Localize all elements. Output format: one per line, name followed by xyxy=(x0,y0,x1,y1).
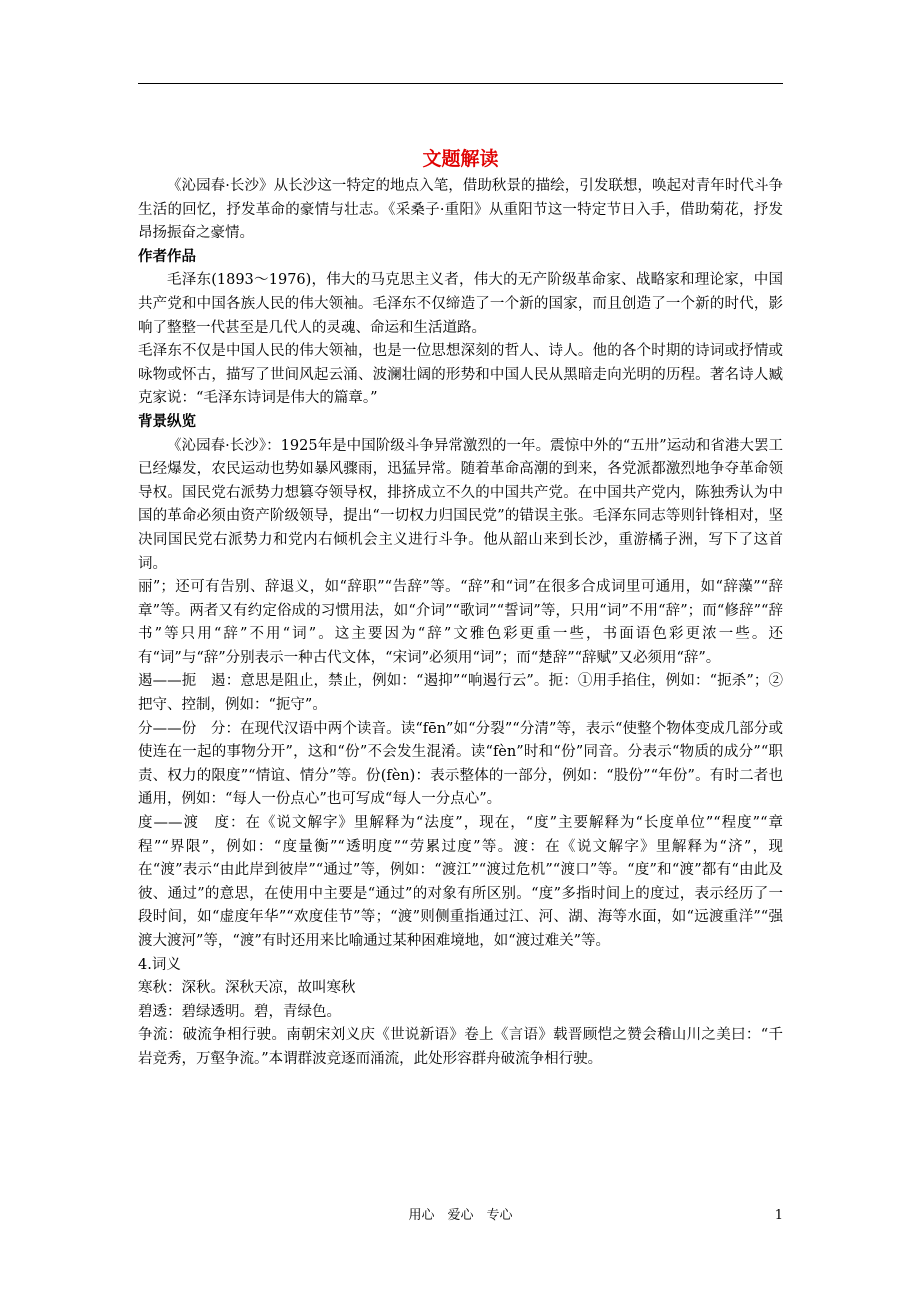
word-note-e: 遏——扼 遏：意思是阻止，禁止，例如：“遏抑”“响遏行云”。扼：①用手掐住，例如：“扼杀”；②把守、控制，例如：“扼守”。 xyxy=(138,673,783,714)
background-heading: 背景纵览 xyxy=(138,413,196,430)
ciyi-heading: 4.词义 xyxy=(138,956,181,973)
intro-paragraph: 《沁园春·长沙》从长沙这一特定的地点入笔，借助秋景的描绘，引发联想，唤起对青年时代斗争生活的回忆，抒发革命的豪情与壮志。《采桑子·重阳》从重阳节这一特定节日入手，借助菊花，抒发昂扬振奋之豪情。 xyxy=(138,178,783,242)
background-paragraph: 《沁园春·长沙》：1925年是中国阶级斗争异常激烈的一年。震惊中外的“五卅”运动和省港大罢工已经爆发，农民运动也势如暴风骤雨，迅猛异常。随着革命高潮的到来，各党派都激烈地争夺革命领导权。国民党右派势力想篡夺领导权，排挤成立不久的中国共产党。在中国共产党内，陈独秀认为中国的革命必须由资产阶级领导，提出“一切权力归国民党”的错误主张。毛泽东同志等则针锋相对，坚决同国民党右派势力和党内右倾机会主义进行斗争。他从韶山来到长沙，重游橘子洲，写下了这首词。 xyxy=(138,437,783,572)
footer-motto: 用心 爱心 专心 xyxy=(408,1208,513,1223)
ciyi-hanqiu: 寒秋：深秋。深秋天凉，故叫寒秋 xyxy=(138,980,356,997)
page-number: 1 xyxy=(774,1208,783,1223)
header-rule xyxy=(138,83,783,84)
ciyi-zhengliu: 争流：破流争相行驶。南朝宋刘义庆《世说新语》卷上《言语》载晋顾恺之赞会稽山川之美曰：“千岩竞秀，万壑争流。”本谓群波竞逐而涌流，此处形容群舟破流争相行驶。 xyxy=(138,1027,783,1067)
author-paragraph-2: 毛泽东不仅是中国人民的伟大领袖，也是一位思想深刻的哲人、诗人。他的各个时期的诗词或抒情或咏物或怀古，描写了世间风起云涌、波澜壮阔的形势和中国人民从黑暗走向光明的历程。著名诗人臧克家说：“毛泽东诗词是伟大的篇章。” xyxy=(138,343,783,407)
document-body xyxy=(138,147,783,1072)
page-footer xyxy=(138,1206,783,1226)
ciyi-bitou: 碧透：碧绿透明。碧，青绿色。 xyxy=(138,1003,341,1020)
page-title: 文题解读 xyxy=(422,148,499,170)
word-note-li: 丽”；还可有告别、辞退义，如“辞职”“告辞”等。“辞”和“词”在很多合成词里可通用，如“辞藻”“辞章”等。两者又有约定俗成的习惯用法，如“介词”“歌词”“誓词”等，只用“词”不用“辞”；而“修辞”“辞书”等只用“辞”不用“词”。这主要因为“辞”文雅色彩更重一些，书面语色彩更浓一些。还有“词”与“辞”分别表示一种古代文体，“宋词”必须用“词”；而“楚辞”“辞赋”又必须用“辞”。 xyxy=(138,579,783,666)
author-paragraph-1: 毛泽东(1893～1976)，伟大的马克思主义者，伟大的无产阶级革命家、战略家和理论家，中国共产党和中国各族人民的伟大领袖。毛泽东不仅缔造了一个新的国家，而且创造了一个新的时代，影响了整整一代甚至是几代人的灵魂、命运和生活道路。 xyxy=(138,272,783,336)
word-note-du: 度——渡 度：在《说文解字》里解释为“法度”，现在，“度”主要解释为“长度单位”“程度”“章程”“界限”，例如：“度量衡”“透明度”“劳累过度”等。渡：在《说文解字》里解释为“济”，现在“渡”表示“由此岸到彼岸”“通过”等，例如：“渡江”“渡过危机”“渡口”等。“度”和“渡”都有“由此及彼、通过”的意思，在使用中主要是“通过”的对象有所区别。“度”多指时间上的度过，表示经历了一段时间，如“虚度年华”“欢度佳节”等；“渡”则侧重指通过江、河、湖、海等水面，如“远渡重洋”“强渡大渡河”等，“渡”有时还用来比喻通过某种困难境地，如“渡过难关”等。 xyxy=(138,815,783,949)
author-heading: 作者作品 xyxy=(138,248,196,265)
word-note-fen: 分——份 分：在现代汉语中两个读音。读“fēn”如“分裂”“分清”等，表示“使整个物体变成几部分或使连在一起的事物分开”，这和“份”不会发生混淆。读“fèn”时和“份”同音。分表示“物质的成分”“职责、权力的限度”“情谊、情分”等。份(fèn)：表示整体的一部分，例如：“股份”“年份”。有时二者也通用，例如：“每人一份点心”也可写成“每人一分点心”。 xyxy=(138,720,783,808)
